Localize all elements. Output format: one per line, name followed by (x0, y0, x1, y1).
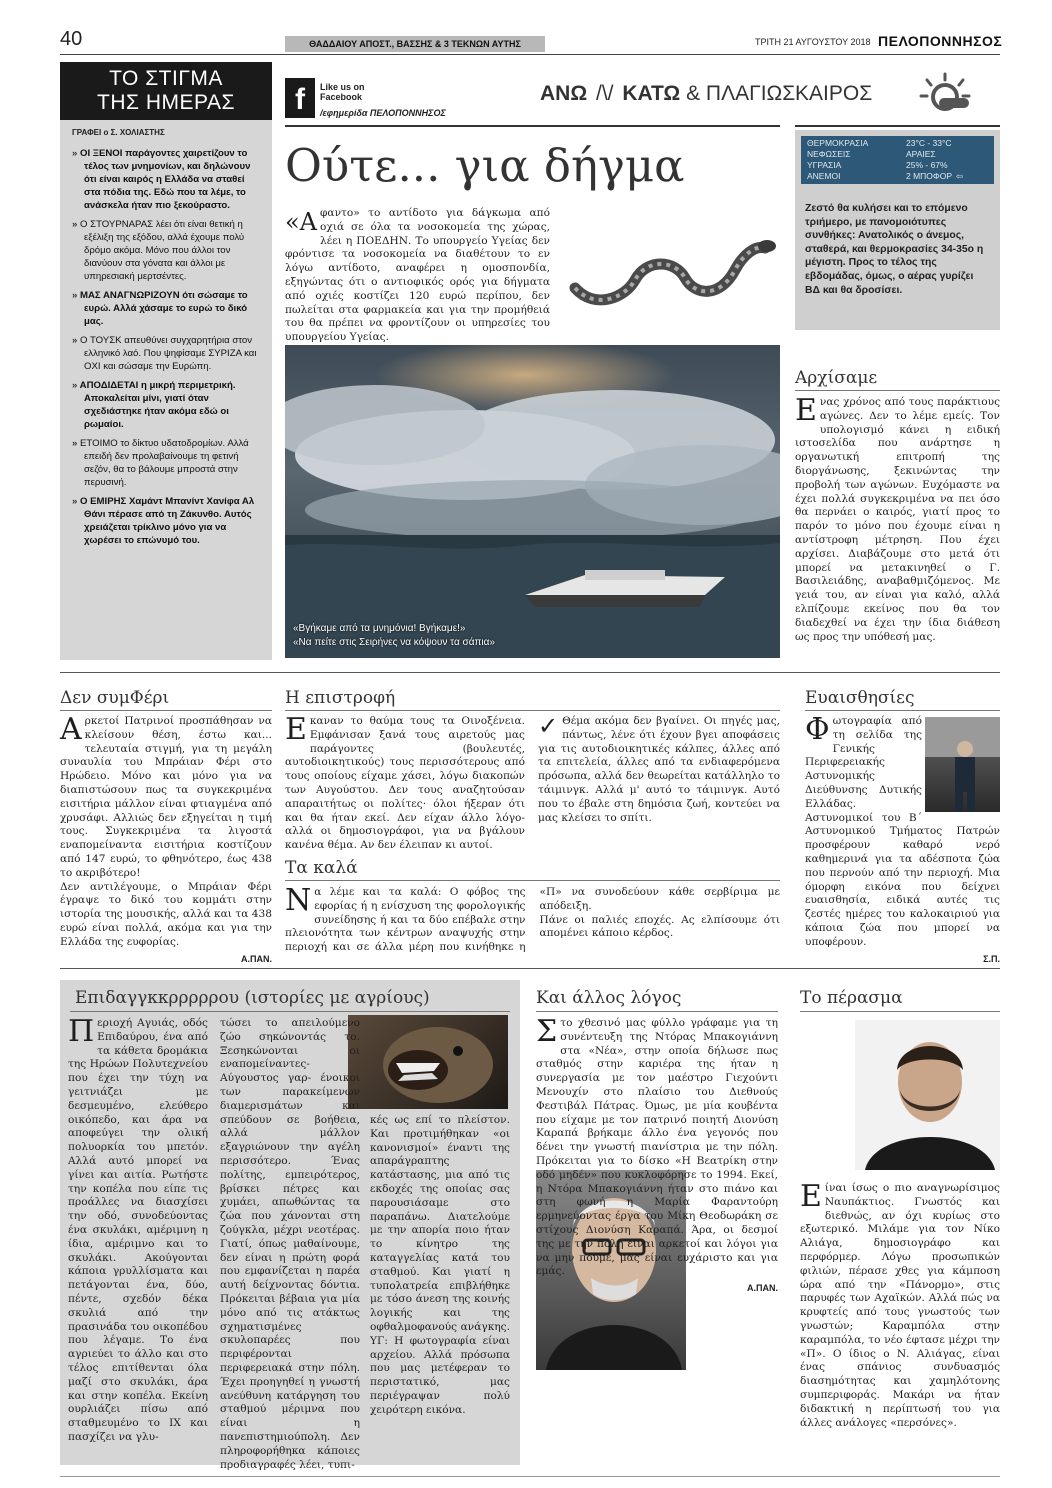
weather-table (801, 136, 994, 184)
perasma-title: Το πέρασμα (800, 988, 903, 1008)
sun-cloud-icon (915, 70, 975, 120)
den-symferi-para2: Δεν αντιλέγουμε, ο Μπράιαν Φέρι έγραψε το δικό του κομμάτι στην ιστορία της μουσικής, αλλά και τα 438 ευρώ είναι πολλά, ακόμα και για την Ελλάδα της ευφορίας. (60, 880, 272, 948)
kai-allos-signature: Α.ΠΑΝ. (747, 1283, 778, 1294)
arrow-icon: » (72, 438, 81, 449)
main-photo (285, 345, 780, 658)
section-divider (60, 968, 1000, 969)
ta-kala-body: Να λέμε και τα καλά: Ο φόβος της εφορίας ή η ενίσχυση της φορολογικής συνείδησης ή και τα δύο επέβαλε στην πλειονότητα των κέντρων αναψυχής στην περιοχή και σε άλλα μέρη που κινήθηκε η «Π» να συνοδεύουν κάθε σερβίριμα με απόδειξη. Πάνε οι παλιές εποχές. Ας ελπίσουμε ότι απομένει κάποιο κέρδος. (285, 883, 780, 954)
drop-cap: «Α (285, 208, 318, 236)
main-story-body: «Αφαντο» το αντίδοτο για δάγκωμα από οχιά σε όλα τα νοσοκομεία της χώρας, λέει η ΠΟΕΔΗΝ. Το υπουργείο Υγείας δεν φρόντισε τα νοσοκομεία να διαθέτουν το εν λόγω αντίδοτο, αναφέρει η ομοσπονδία, εξηγώντας ότι ο αντιοφικός ορός για δήγματα από οχιές κοστίζει 120 ευρώ περίπου, δεν πωλείται στα φαρμακεία και για την προμήθειά του θα πρέπει να φροντίζουν οι υπηρεσίες του υπουργείου Υγείας. (285, 207, 550, 362)
weather-label: ΥΓΡΑΣΙΑ (807, 160, 842, 170)
weather-row (801, 160, 994, 171)
facebook-promo (320, 82, 446, 118)
evaisthisies-title: Ευαισθησίες (805, 688, 915, 708)
facebook-icon: f (285, 78, 315, 118)
stigma-item: » Ο ΤΟΥΣΚ απευθύνει συγχαρητήρια στον ελληνικό λαό. Που ψηφίσαμε ΣΥΡΙΖΑ και ΟΧΙ και σώσαμε την Ευρώπη. (72, 335, 257, 372)
evaisthisies-signature: Σ.Π. (983, 953, 1000, 964)
header-date: ΤΡΙΤΗ 21 ΑΥΓΟΥΣΤΟΥ 2018 (755, 37, 871, 47)
plagios-label: & ΠΛΑΓΙΩΣ (686, 82, 796, 105)
weather-box (795, 130, 1000, 330)
arxisame-rule (795, 390, 1000, 391)
weather-value: 25% - 67% (906, 160, 948, 170)
ta-kala-title: Τα καλά (285, 858, 358, 878)
kai-allos-body: Στο χθεσινό μας φύλλο γράφαμε για τη συνέντευξη της Ντόρας Μπακογιάννη στα «Νέα», στην οποία δήλωσε πως σταθμός στην καριέρα της ήταν η συνεργασία με τον μαέστρο Γιεχούντι Μενουχίν στο πλαίσιο του Διεθνούς Φεστιβάλ Πάτρας. Όμως, με μία κουβέντα που είχαμε με τον πατρινό ποιητή Διονύση Καραπά βρήκαμε άλλο ένα γεγονός που δένει την γνωστή πιανίστρια με την πόλη. Πρόκειται για το δίσκο «Η Βεατρίκη στην οδό μηδέν» που κυκλοφόρησε το 1994. Εκεί, η Ντόρα Μπακογιάννη ήταν στο πιάνο και στη φωνή η Μαρία Φαραντούρη ερμηνεύοντας έργα του Μίκη Θεοδωράκη σε στίχους Διονύση Καραπά. Άρα, οι δεσμοί της με την πόλη είναι αρκετοί και λόγοι για να μην πούμε, μας είναι ευχάριστο και για εμάς. Α.ΠΑΝ. (536, 1017, 778, 1296)
epistrofi-col2: ✓ Θέμα ακόμα δεν βγαίνει. Οι πηγές μας, πάντως, λένε ότι έχουν βγει αποφάσεις για τις αυτοδιοικητικές κάλπες, άλλες από τα επιτελεία, άλλες από τα ενδιαφερόμενα πρόσωπα, αλλά δεν θεωρείται κατάλληλο το τάιμινγκ. Αλλά μ' αυτό το τάιμινγκ. Αυτό που το έβαλε στη δημόσια ζωή, κοντεύει να μας κλείσει το σπίτι. (538, 712, 780, 824)
snake-photo (555, 200, 780, 320)
ta-kala-para2: Πάνε οι παλιές εποχές. Ας ελπίσουμε ότι απομένει κάποιο κέρδος. (539, 913, 780, 940)
wind-arrow-icon: ⇦ (955, 171, 964, 181)
stigma-title-line1: ΤΟ ΣΤΙΓΜΑ (109, 67, 223, 90)
arxisame-title: Αρχίσαμε (795, 368, 878, 388)
epidagkk-col3: κές ως επί το πλείστον. Και προτιμήθηκαν «οι κανονισμοί» έναντι της απαράγραπτης κατάστασης, μια από τις εκδοχές της οποίας σας παρουσιάσαμε στο παραπάνω. Διατελούμε με την απορία ποιο ήταν το κίνητρο της καταγγελίας κατά του σταθμού. Και γιατί η τυπολατρεία επιβλήθηκε με τόσο άνεση της κοινής λογικής και της οφθαλμοφανούς ανάγκης. ΥΓ: Η φωτογραφία είναι αρχείου. Αλλά πρόσωπα που μας μετέφεραν το περιστατικό, μας περιέγραψαν πολύ χειρότερη εικόνα. (370, 1114, 510, 1416)
stigma-column (60, 120, 272, 660)
arxisame-body: Ενας χρόνος από τους παράκτιους αγώνες. Δεν το λέμε εμείς. Τον υπολογισμό κάνει η ειδική ιστοσελίδα που ανάρτησε η οργανωτική επιτροπή της διοργάνωσης, ξεκινώντας την προβολή των αγώνων. Ευχόμαστε να έχει πολλά συγκεκριμένα να πει όσο θα περνάει ο καιρός, γιατί προς το παρόν το μόνο που έχουμε είναι η αντίστροφη μέτρηση. Που έχει αρχίσει. Διαβάζουμε στο μετά ότι μπορεί να μετακινηθεί ο Γ. Βασιλειάδης, αναβαθμιζόμενος. Με γειά του, αν είναι για καλό, αλλά ελπίζουμε εκείνος που θα τον διαδεχθεί να έχει την ίδια διάθεση ως προς την υπόθεσή μας. (795, 393, 1000, 643)
epidagkk-rule (70, 1011, 510, 1012)
ano-label: ΑΝΩ (540, 82, 588, 105)
arrow-icon: » (72, 148, 81, 159)
snake-illustration (555, 200, 780, 320)
perasma-body: Είναι ίσως ο πιο αναγνωρίσιμος Ναυπάκτιος. Γνωστός και διεθνώς, αν όχι κυρίως στο εξωτερικό. Μιλάμε για τον Νίκο Αλιάγα, δημοσιογράφο και περφόρμερ. Λόγω προσωπικών φιλιών, πέρασε χθες για κάμποση ώρα από την «Πάνορμο», στις παρυφές των Αχαϊκών. Αλλά πώς να κρυφτείς από τους γνωστούς των γνωστών; Καραμπόλα στην καραμπόλα, το νέο έφτασε μέχρι την «Π». Ο ίδιος ο Ν. Αλιάγας, είναι ένας σπάνιος συνδυασμός διασημότητας και χαμηλότονης συμπεριφοράς. Μακάρι να ήταν διδακτική η περίπτωσή του για άλλες ανάλογες «περσόνες». (800, 1179, 1000, 1429)
stigma-item: » Ο ΣΤΟΥΡΝΑΡΑΣ λέει ότι είναι θετική η εξέλιξη της εξόδου, αλλά έχουμε πολύ δρόμο ακόμα. Μόνο που άλλοι τον διανύουν στα γόνατα και άλλοι με υπηρεσιακή μερτσέντες. (72, 219, 245, 282)
weather-label: ΘΕΡΜΟΚΡΑΣΙΑ (807, 138, 869, 148)
facebook-line1: Like us on (320, 82, 365, 92)
header-address: ΘΑΔΔΑΙΟΥ ΑΠΟΣΤ., ΒΑΣΣΗΣ & 3 ΤΕΚΝΩΝ ΑΥΤΗΣ (309, 39, 521, 49)
ano-kato-arrows-icon: /\/ (596, 82, 614, 105)
epistrofi-title: Η επιστροφή (285, 688, 396, 708)
epidagkk-title: Επιδαγγκκρρρρρου (ιστορίες με αγρίους) (75, 988, 430, 1008)
epistrofi-body: Εκαναν το θαύμα τους τα Οινοξένεια. Εμφάνισαν ξανά τους αιρετούς μας παράγοντες (βουλευτές, αυτοδιοικητικούς) τους περισσότερους από τους οποίους είχαμε χάσει, λόγω διακοπών των Αυγούστου. Δεν τους αναζητούσαν απαραιτήτως οι πολίτες· όλοι ήξεραν ότι και θα ήταν εκεί. Δεν είχαν άλλο λόγο- αλλά οι δημοσιογράφοι, για να βγάλουν κανένα θέμα. Αν δεν έλειπαν κι αυτοί. (285, 712, 525, 852)
checkmark-icon: ✓ (538, 712, 559, 740)
drop-cap: Ε (800, 1179, 822, 1214)
arrow-icon: » (72, 219, 81, 230)
facebook-line3: /εφημερίδα ΠΕΛΟΠΟΝΝΗΣΟΣ (320, 108, 446, 118)
weather-row (801, 149, 994, 160)
weather-label: ΝΕΦΩΣΕΙΣ (807, 149, 851, 159)
evaisthisies-rule (805, 710, 1000, 711)
stigma-title-box (60, 62, 272, 120)
dog-photo (348, 1015, 508, 1109)
stigma-item: » ΕΤΟΙΜΟ το δίκτυο υδατοδρομίων. Αλλά επειδή δεν προλαβαίνουμε τη φετινή σεζόν, θα το βάλουμε μπροστά στην περυσινή. (72, 438, 249, 488)
weather-label: ΑΝΕΜΟΙ (807, 171, 841, 181)
header-paper-name: ΠΕΛΟΠΟΝΝΗΣΟΣ (878, 33, 1003, 49)
weather-row (801, 171, 994, 182)
epidagkk-col2: τώσει το απειλούμενο ζώο σηκώνοντάς το. Ξεσηκώνονται οι εναπομείναντες- Αύγουστος γαρ- ένοικοι των παρακείμενων διαμερισμάτων και σπεύδουν σε βοήθεια, αλλά μάλλον εξαγριώνουν την αγέλη περισσότερο. Ένας πολίτης, εμπειρότερος, βρίσκει πέτρες και χυμάει, απωθώντας τα ζώα που χάνονται στη ζούγκλα, μέχρι νεοτέρας. Γιατί, όπως μαθαίνουμε, δεν είναι η πρώτη φορά που εμφανίζεται η παρέα αυτή δείχνοντας δόντια. Πρόκειται βέβαια για μία μόνο από τις ατάκτως σχηματισμένες σκυλοπαρέες που περιφέρονται περιφερειακά στην πόλη. Έχει προηγηθεί η γνωστή ανεύθυνη κατάργηση του σταθμού μέριμνα που είναι η πανεπιστημιούπολη. Δεν πληροφορήθηκα κάποιες προδιαγραφές λέει, τυπι- (220, 1017, 360, 1471)
caption-line1: «Βγήκαμε από τα μνημόνια! Βγήκαμε!» (293, 623, 466, 634)
main-headline: Ούτε... για δήγμα (285, 139, 685, 192)
footer-rule (60, 1476, 1000, 1477)
weather-text: Ζεστό θα κυλήσει και το επόμενο τριήμερο, με πανομοιότυπες συνθήκες: Ανατολικός ο άνεμος, σταθερά, και θερμοκρασίες 34-35ο η μέγιστη. Προς το τέλος της εβδομάδας, όμως, ο αέρας γυρίζει ΒΔ και θα δροσίσει. (805, 203, 984, 296)
ano-kato-heading (540, 82, 795, 106)
portrait-aliagas-photo (855, 1020, 1000, 1170)
section-divider (60, 672, 1000, 673)
facebook-line2: Facebook (320, 92, 363, 102)
weather-rule (795, 125, 1000, 127)
weather-title: ΚΑΙΡΟΣ (795, 82, 873, 105)
stigma-byline: ΓΡΑΦΕΙ ο Σ. ΧΟΛΙΑΣΤΗΣ (72, 128, 165, 137)
arrow-icon: » (72, 380, 80, 391)
kai-allos-rule (536, 1011, 778, 1012)
den-symferi-signature: Α.ΠΑΝ. (241, 953, 272, 964)
arrow-icon: » (72, 290, 81, 301)
page-number: 40 (60, 28, 83, 50)
smoke-sea-illustration (285, 345, 780, 658)
stigma-items (72, 147, 260, 547)
photo-spacer (922, 715, 1000, 813)
drop-cap: Ε (795, 393, 817, 428)
ano-kato-rule (285, 125, 780, 127)
den-symferi-rule (60, 710, 272, 711)
perasma-rule (800, 1011, 1000, 1012)
drop-cap: Σ (536, 1014, 558, 1049)
weather-value: 23°C - 33°C (906, 138, 952, 148)
stigma-title-line2: ΤΗΣ ΗΜΕΡΑΣ (97, 91, 235, 114)
arrow-icon: » (72, 496, 81, 507)
drop-cap: Φ (805, 712, 830, 747)
drop-cap: Ε (285, 712, 307, 747)
photo-caption (285, 622, 780, 650)
weather-value: 2 ΜΠΟΦΟΡ (906, 171, 952, 181)
epistrofi-rule (285, 710, 780, 711)
header-address-bar (285, 36, 545, 52)
stigma-item: » ΜΑΣ ΑΝΑΓΝΩΡΙΖΟΥΝ ότι σώσαμε το ευρώ. Αλλά χάσαμε το ευρώ το δικό μας. (72, 290, 248, 327)
evaisthisies-body: Φωτογραφία από τη σελίδα της Γενικής Περιφερειακής Αστυνομικής Διεύθυνσης Δυτικής Ελλάδας. Αστυνομικοί του Β΄ Αστυνομικού Τμήματος Πατρών προσφέρουν καθαρό νερό καθημερινά για τα αδέσποτα ζώα που περνούν από την περιοχή. Μια όμορφη εικόνα που δείχνει ευαισθησία, ειδικά αυτές τις ζεστές ημέρες του καλοκαιριού για κάποια ζώα που μπορεί να υποφέρουν. Σ.Π. (805, 715, 1000, 966)
stigma-item: » ΑΠΟΔΙΔΕΤΑΙ η μικρή περιμετρική. Αποκαλείται μίνι, γιατί όταν σχεδιάστηκε ήταν ακόμα εδώ οι ρωμαίοι. (72, 380, 236, 430)
weather-value: ΑΡΑΙΕΣ (906, 149, 936, 159)
stigma-item: » Ο ΕΜΙΡΗΣ Χαμάντ Μπανίντ Χανίφα Αλ Θάνι πέρασε από τη Ζάκυνθο. Αυτός χρειάζεται τρίκλινο μόνο για να χωρέσει το επώνυμό του. (72, 496, 255, 546)
kato-label: ΚΑΤΩ (622, 82, 681, 105)
weather-row (801, 138, 994, 149)
arrow-icon: » (72, 335, 81, 346)
stigma-item: » ΟΙ ΞΕΝΟΙ παράγοντες χαιρετίζουν το τέλος των μνημονίων, και δηλώνουν ότι είναι καιρός η Ελλάδα να σταθεί στα πόδια της. Εδώ που τα λέμε, το ανάσκελα ήταν πιο ξεκούραστο. (72, 148, 251, 211)
drop-cap: Ν (285, 883, 312, 918)
header-rule (60, 54, 1000, 55)
kai-allos-title: Και άλλος λόγος (536, 988, 682, 1008)
den-symferi-title: Δεν συμΦέρι (60, 688, 170, 708)
drop-cap: Π (68, 1014, 95, 1049)
den-symferi-body: Αρκετοί Πατρινοί προσπάθησαν να κλείσουν θέση, έστω και... τελευταία στιγμή, για τη μεγάλη συναυλία του Μπράιαν Φέρι στο Ηρώδειο. Μόνο και μόνο για να διαπιστώσουν πως τα συγκεκριμένα εισιτήρια μάλλον είναι φτιαγμένα από χρυσάφι. Αλλιώς δεν εξηγείται η τιμή τους. Συγκεκριμένα τα λιγοστά εναπομείναντα εισιτήρια κοστίζουν από 147 ευρώ, το φθηνότερο, έως 438 το ακριβότερο! Δεν αντιλέγουμε, ο Μπράιαν Φέρι έγραψε το δικό του κομμάτι στην ιστορία της μουσικής, αλλά και τα 438 ευρώ είναι πολλά, ακόμα και για την Ελλάδα της ευφορίας. Α.ΠΑΝ. (60, 715, 272, 966)
drop-cap: Α (60, 712, 82, 747)
caption-line2: «Να πείτε στις Σειρήνες να κόψουν τα σάπια» (293, 637, 495, 648)
epidagkk-col1: Περιοχή Αγυιάς, οδός Επιδαύρου, ένα από τα κάθετα δρομάκια της Ηρώων Πολυτεχνείου που έχει την τύχη να γειτνιάζει με δεσμευμένο, ελεύθερο οικόπεδο, και άρα να αποφεύγει την ολική πολυορκία του μπετόν. Αλλά αυτό μπορεί να γίνει και αιτία. Ρωτήστε την κοπέλα που είπε τις προάλλες να διασχίσει την οδό, συνοδεύοντας ένα σκυλάκι, αμέριμνη η ίδια, αμέριμνο και το σκυλάκι. Ακούγονται κάποια γρυλλίσματα και πετάγονται ένα, δύο, πέντε, σχεδόν δέκα σκυλιά από την πρασινάδα του οικοπέδου που λέγαμε. Το ένα αγριεύει το άλλο και στο τέλος επιτίθενται όλα μαζί στο σκυλάκι, άρα και στην κοπέλα. Εκείνη ουρλιάζει πίσω από σταθμευμένο το ΙΧ και πασχίζει να γλυ- (68, 1014, 208, 1443)
ta-kala-rule (285, 880, 780, 881)
